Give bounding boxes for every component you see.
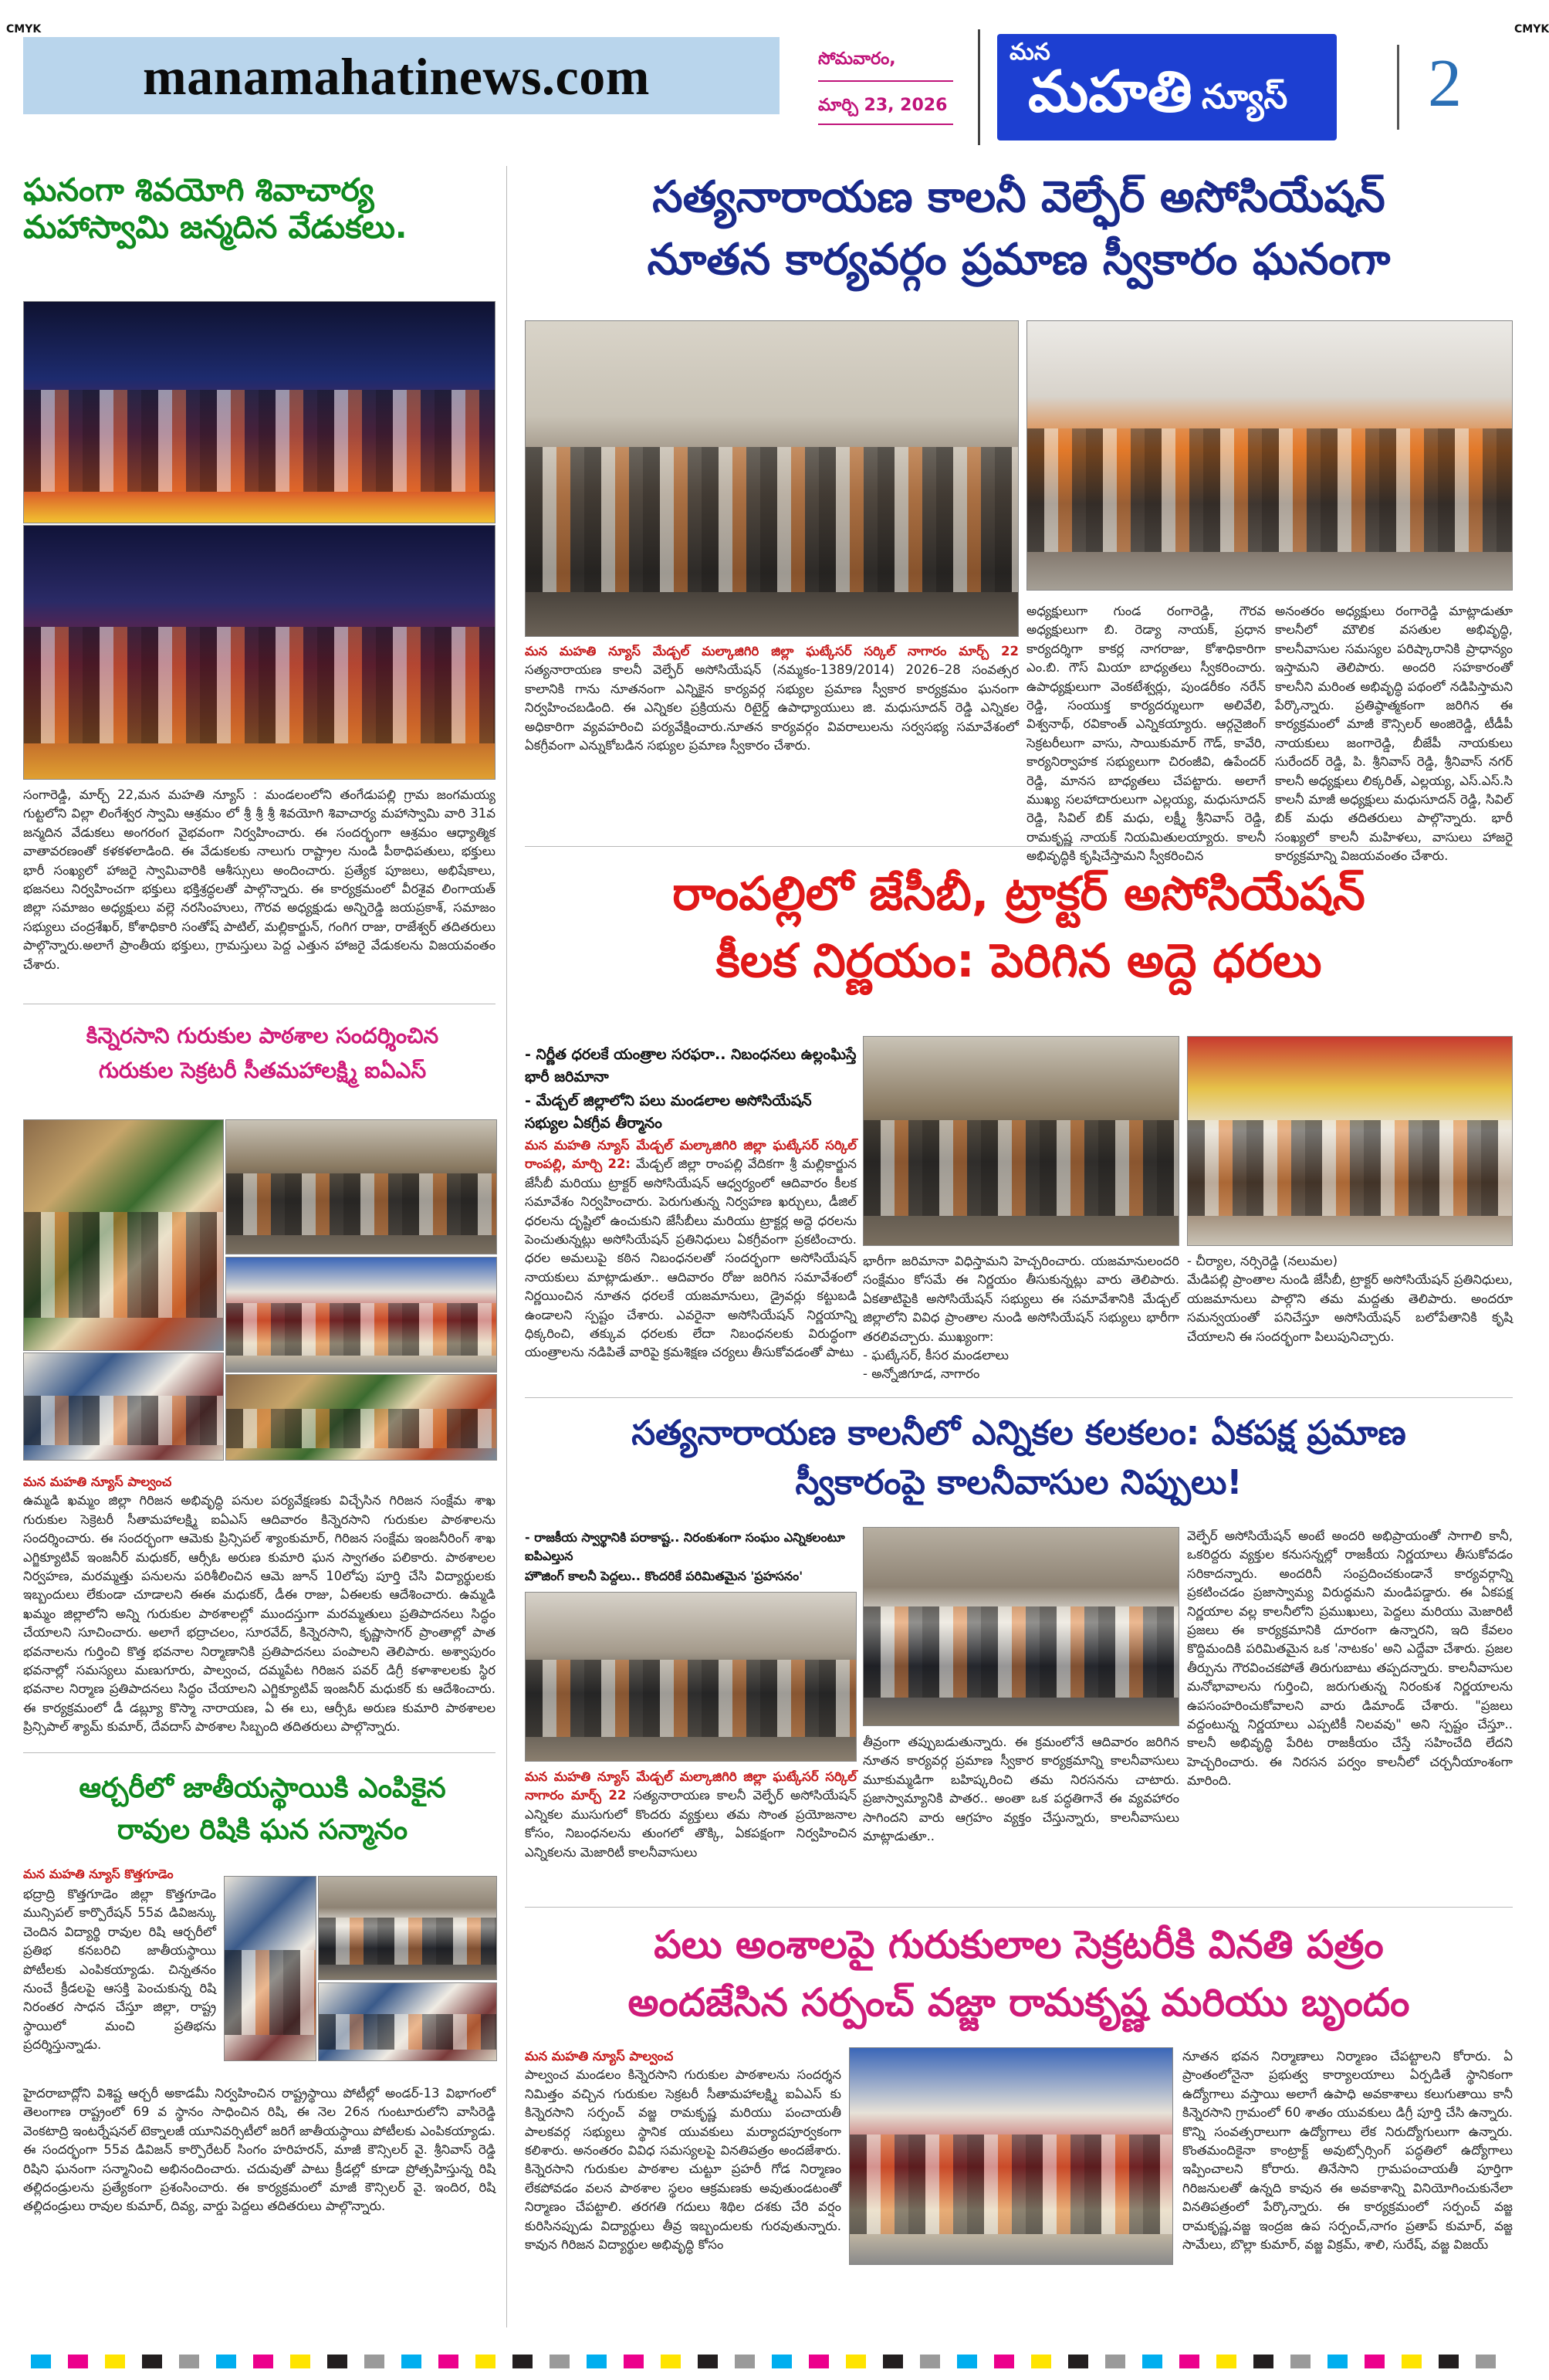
photo-crowd <box>24 627 495 743</box>
section-divider <box>23 1752 495 1753</box>
date-box <box>787 29 980 145</box>
welfare-headline <box>525 166 1513 291</box>
welfare-headline-line2: నూతన కార్యవర్గం ప్రమాణ స్వీకారం ఘనంగా <box>647 235 1391 286</box>
kinnerasani-photo-parade <box>225 1119 497 1254</box>
sarpanch-credit: మన మహతి న్యూస్ పాల్వంచ <box>525 2049 674 2063</box>
sarpanch-headline-line1: పలు అంశాలపై గురుకులాల సెక్రటరీకి వినతి పత్రం <box>654 1922 1384 1967</box>
kinnerasani-photo-inspection <box>23 1353 224 1461</box>
photo-crowd <box>526 447 1018 592</box>
page-number-divider <box>1397 45 1399 130</box>
elections-photo-group <box>863 1527 1179 1726</box>
cmyk-mark-left: CMYK <box>6 23 42 36</box>
photo-crowd <box>319 2014 496 2050</box>
photo-crowd <box>226 1409 496 1448</box>
welfare-credit: మన మహతి న్యూస్ మేడ్చల్ మల్కాజిగిరి జిల్లా ఘట్కేసర్ సర్కిల్ నాగారం మార్చ్ 22 <box>525 644 1019 658</box>
print-color-bar <box>31 2355 1505 2368</box>
sarpanch-col1 <box>525 2047 841 2254</box>
jcb-body2 <box>863 1252 1179 1384</box>
photo-crowd <box>526 1660 856 1737</box>
archery-headline: ఆర్చరీలో జాతీయస్థాయికి ఎంపికైన రావుల రిషికి ఘన సన్మానం <box>79 1772 446 1846</box>
jcb-body-text: మేడ్చల్ జిల్లా రాంపల్లి వేదికగా శ్రీ మల్లికార్జున జేసీబీ మరియు ట్రాక్టర్ అసోసియేషన్ ఆధ్వర్యంలో ఆదివారం కీలక సమావేశం నిర్వహించారు. పెరుగుతున్న నిర్వహణ ఖర్చులు, డీజిల్ ధరలను దృష్టిలో ఉంచుకుని జేసీబీలు మరియు ట్రాక్టర్ల అద్దె ధరలను పెంచుతున్నట్లు అసోసియేషన్ ప్రతినిధులు ఏకగ్రీవంగా ప్రకటించారు. ధరల అమలుపై కఠిన నిబంధనలతో సందర్భంగా అసోసియేషన్ నాయకులు మాట్లాడుతూ.. ఆదివారం రోజు జరిగిన సమావేశంలో నిర్ణయించిన నూతన ధరలకే యజమానులు, డ్రైవర్లు కట్టుబడి ఉండాలని స్పష్టం చేశారు. ఎవరైనా అసోసియేషన్ నిర్ణయాన్ని ధిక్కరించి, తక్కువ ధరలకు లేదా నిబంధనలకు విరుద్ధంగా యంత్రాలను నడిపితే వారిపై క్రమశిక్షణ చర్యలు తీసుకోవడంతో పాటు <box>525 1156 857 1360</box>
elections-headline <box>525 1409 1513 1508</box>
welfare-headline-line1: సత్యనారాయణ కాలనీ వెల్ఫేర్ అసోసియేషన్ <box>652 172 1385 222</box>
kinnerasani-body <box>23 1473 495 1737</box>
page-number: 2 <box>1428 46 1462 121</box>
kinnerasani-text: ఉమ్మడి ఖమ్మం జిల్లా గిరిజన అభివృద్ధి పనుల పర్యవేక్షణకు విచ్చేసిన గిరిజన సంక్షేమ శాఖ గురుకుల సెక్రెటరీ సీతామహాలక్ష్మి ఐఏఎస్ ఆదివారం కిన్నెరసాని గురుకుల పాఠశాలను సందర్శించారు. ఈ సందర్భంగా ఆమెకు ప్రిన్సిపల్ శ్యాంకుమార్, గిరిజన సంక్షేమ ఇంజనీరింగ్ శాఖ ఎగ్జిక్యూటివ్ ఇంజనీర్ మధుకర్, ఆర్సీఓ అరుణ కుమారి ఘన స్వాగతం పలికారు. పాఠశాలల నిర్వహణ, మరమ్మత్తు పనులను పరిశీలించిన ఆమె జూన్ 10లోపు పూర్తి చేసి విద్యార్థులకు ఇబ్బందులు లేకుండా చూడాలని ఈఈ మధుకర్, డీఈ రాజు, ఏఈలకు ఆదేశించారు. ఉమ్మడి ఖమ్మం జిల్లాలోని అన్ని గురుకుల పాఠశాలల్లో ముందస్తుగా మరమ్మతులు ప్రతిపాదనలు సిద్ధం చేయాలని సూచించారు. అలాగే భద్రాచలం, సూరవేద్, కిన్నెరసాని, కృష్ణాసాగర్ ప్రాంతాల్లో పాత భవనాలను గుర్తించి కొత్త భవనాల నిర్మాణానికి ప్రతిపాదనలు పంపాలని తెలిపారు. అశ్వాపురం భవనాల్లో సమస్యలు మణుగూరు, పాల్వంచ, దమ్మపేట గిరిజన పవర్ డిగ్రీ కళాశాలలకు స్థిర భవనాల నిర్మాణ ప్రతిపాదనలు సిద్ధం చేయాలని ఎగ్జిక్యూటివ్ ఇంజనీర్ మధుకర్ కు ఆదేశించారు. ఈ కార్యక్రమంలో డీ డబ్ల్యూ కొస్మా నారాయణ, ఏ ఈ లు, ఆర్సీఓ అరుణ కుమారి పాఠశాలల ప్రిన్సిపాల్ శ్యామ్ కుమార్, దేవదాస్ పాఠశాల సిబ్బంది తదితరులు పాల్గొన్నారు. <box>23 1493 495 1735</box>
photo-crowd <box>226 1303 496 1356</box>
sarpanch-col2: నూతన భవన నిర్మాణాలు నిర్మాణం చేపట్టాలని కోరారు. ఏ ప్రాంతంలోనైనా ప్రభుత్వ కార్యాలయాలు ఏర్పడితే స్థానికంగా ఉద్యోగాలు వస్తాయి అలాగే ఉపాధి అవకాశాలు కలుగుతాయి కానీ కిన్నెరసాని గ్రామంలో 60 శాతం యువకులు డిగ్రీ పూర్తి చేసి ఉన్నారు. కొన్ని సంవత్సరాలుగా ఉద్యోగాలు లేక నిరుద్యోగులుగా ఉన్నారు. కొంతమందికైనా కాంట్రాక్ట్ అవుట్సోర్సింగ్ పద్ధతిలో ఉద్యోగాలు ఇప్పించాలని కోరారు. తినేసాని గ్రామపంచాయతీ పూర్తిగా గిరిజనులతో ఉన్నది కావున ఈ అవకాశాన్ని వినియోగించుకునేలా వినతిపత్రంలో పేర్కొన్నారు. ఈ కార్యక్రమంలో సర్పంచ్ వజ్జ రామకృష్ణ,వజ్జ ఇంద్రజ ఉప సర్పంచ్,నాగం ప్రతాప్ కుమార్, వజ్జ సామేలు, బొల్లా కుమార్, వజ్జ విక్రమ్, శాలి, సురేష్, వజ్జ విజయ్ <box>1182 2049 1513 2253</box>
kinnerasani-photo-students <box>23 1119 224 1351</box>
welfare-col1 <box>525 642 1019 755</box>
jcb-bullet2: - మేడ్చల్ జిల్లాలోని పలు మండలాల అసోసియేషన్ సభ్యుల ఏకగ్రీవ తీర్మానం <box>525 1092 812 1132</box>
elections-photo-handover <box>525 1592 857 1762</box>
masthead <box>23 29 1513 145</box>
welfare-col2: అధ్యక్షులుగా గుండ రంగారెడ్డి, గౌరవ అధ్యక్షులుగా బి. రెడ్యా నాయక్, ప్రధాన కార్యదర్శిగా కాకర్ల నాగరాజు, కోశాధికారిగా ఎం.బి. గౌస్ మియా బాధ్యతలు స్వీకరించారు. ఉపాధ్యక్షులుగా వెంకటేశ్వర్లు, పుండరీకం నరేన్ రెడ్డి, సంయుక్త కార్యదర్శులుగా అలివేలి, విశ్వనాథ్, రవికాంత్ ఎన్నికయ్యారు. ఆర్గనైజింగ్ సెక్రటరీలుగా వాసు, సాయికుమార్ గౌడ్, కావేరి, కార్యనిర్వాహక సభ్యులుగా చిరంజీవి, ఉపేందర్ రెడ్డి, మానస బాధ్యతలు చేపట్టారు. అలాగే ముఖ్య సలహాదారులుగా ఎల్లయ్య, మధుసూదన్ రెడ్డి, సివిల్ బిక్ మధు, లక్ష్మీ శ్రీనివాస్ రెడ్డి, రామకృష్ణ నాయక్ నియమితులయ్యారు. కాలనీ అభివృద్ధికి కృషిచేస్తామని స్వీకరించిన <box>1026 604 1266 864</box>
welfare-col3: అనంతరం అధ్యక్షులు రంగారెడ్డి మాట్లాడుతూ కాలనీలో మౌలిక వసతుల అభివృద్ధి, కాలనీవాసుల సమస్యల పరిష్కారానికి ప్రాధాన్యం ఇస్తామని తెలిపారు. అందరి సహకారంతో కాలనీని మరింత అభివృద్ధి పథంలో నడిపిస్తామని పేర్కొన్నారు. ప్రతిష్ఠాత్మకంగా జరిగిన ఈ కార్యక్రమంలో మాజీ కౌన్సిలర్ అంజిరెడ్డి, టీడీపీ నాయకులు జంగారెడ్డి, బీజేపీ నాయకులు సురేందర్ రెడ్డి, పి. శ్రీనివాస్ రెడ్డి, శ్రీనివాస్ నగర్ కాలనీ అధ్యక్షులు లిక్కరిత్, ఎల్లయ్య, ఎస్.ఎస్.సి కాలనీ మాజీ అధ్యక్షులు మధుసూదన్ రెడ్డి, సివిల్ బిక్ మధు తదితరులు పాల్గొన్నారు. భారీ సంఖ్యలో కాలనీ మహిళలు, వాసులు హాజరై కార్యక్రమాన్ని విజయవంతం చేశారు. <box>1275 604 1513 864</box>
section-divider <box>525 1397 1513 1398</box>
jcb-photo-banner <box>1187 1036 1513 1246</box>
elections-headline-line2: స్వీకారంపై కాలనీవాసుల నిప్పులు! <box>795 1462 1243 1502</box>
elections-body <box>525 1768 857 1862</box>
shivayogi-photo-stage <box>23 301 495 523</box>
archery-photo-family <box>318 1982 497 2061</box>
photo-crowd <box>850 2135 1172 2234</box>
photo-crowd <box>1027 428 1512 552</box>
photo-crowd <box>24 390 495 492</box>
jcb-photo-meeting <box>863 1036 1179 1246</box>
jcb-body3-text: మేడిపల్లి ప్రాంతాల నుండి జేసీబీ, ట్రాక్టర్ అసోసియేషన్ ప్రతినిధులు, యజమానులు పాల్గొని తమ మద్దతు తెలిపారు. అందరూ సమన్వయంతో పనిచేస్తూ అసోసియేషన్ బలోపేతానికి కృషి చేయాలని ఈ సందర్భంగా పిలుపునిచ్చారు. <box>1187 1272 1513 1344</box>
archery-credit: మన మహతి న్యూస్ కొత్తగూడెం <box>23 1867 174 1881</box>
site-url[interactable]: manamahatinews.com <box>143 47 650 106</box>
column-divider <box>506 166 507 2328</box>
section-divider <box>525 846 1513 847</box>
jcb-bullet1: - నిర్ణీత ధరలకే యంత్రాల సరఫరా.. నిబంధనలు ఉల్లంఘిస్తే భారీ జరిమానా <box>525 1046 857 1085</box>
elections-headline-line1: సత్యనారాయణ కాలనీలో ఎన్నికల కలకలం: ఏకపక్ష ప్రమాణ <box>631 1413 1406 1453</box>
date-rule <box>818 80 953 82</box>
section-divider <box>525 1907 1513 1908</box>
logo-news: న్యూస్ <box>1202 77 1288 117</box>
photo-crowd <box>225 1950 316 2034</box>
elections-col3: వెల్ఫేర్ అసోసియేషన్ అంటే అందరి అభిప్రాయంతో సాగాలి కానీ, ఒకరిద్దరు వ్యక్తుల కనుసన్నల్లో రాజకీయ నిర్ణయాలు తీసుకోవడం సరికాదన్నారు. అందరినీ సంప్రదించకుండానే కార్యవర్గాన్ని ప్రకటించడం ప్రజాస్వామ్య విరుద్ధమని మండిపడ్డారు. ఈ ఏకపక్ష నిర్ణయాల వల్ల కాలనీలోని ప్రముఖులు, పెద్దలు మరియు మెజారిటీ ప్రజలు ఈ కార్యక్రమానికి దూరంగా ఉన్నారని, ఇది కేవలం కొద్దిమందికి పరిమితమైన ఒక 'నాటకం' అని ఎద్దేవా చేశారు. ప్రజల తీర్పును గౌరవించకపోతే తిరుగుబాటు తప్పదన్నారు. కాలనీవాసుల మనోభావాలను గుర్తించి, జరుగుతున్న నిరంకుశ నిర్ణయాలను ఉపసంహరించుకోవాలని వారు డిమాండ్ చేశారు. "ప్రజలు వద్దంటున్న నిర్ణయాలు ఎప్పటికీ నిలవవు" అని స్పష్టం చేస్తూ.. కాలనీ అభివృద్ధి పేరిట రాజకీయం చేస్తే సహించేది లేదని హెచ్చరించారు. ఈ నిరసన పర్వం కాలనీలో చర్చనీయాంశంగా మారింది. <box>1187 1529 1513 1789</box>
jcb-headline <box>525 861 1513 995</box>
photo-crowd <box>24 1212 223 1318</box>
sarpanch-headline <box>525 1916 1513 2032</box>
sarpanch-headline-line2: అందజేసిన సర్పంచ్ వజ్జా రామకృష్ణ మరియు బృందం <box>627 1980 1410 2025</box>
welfare-col1-text: సత్యనారాయణ కాలనీ వెల్ఫేర్ అసోసియేషన్ (నమ్మకం-1389/2014) 2026–28 సంవత్సర కాలానికి గాను నూతనంగా ఎన్నికైన కార్యవర్గ సభ్యుల ప్రమాణ స్వీకార కార్యక్రమం ఘనంగా నిర్వహించబడింది. ఈ ఎన్నికల ప్రక్రియను రిటైర్డ్ ఉపాధ్యాయులు జి. మధుసూదన్ రెడ్డి ఎన్నికల అధికారిగా వ్యవహరించి పర్యవేక్షించారు.నూతన కార్యవర్గం వివరాలులను సర్వసభ్య సమావేశంలో ఏకగ్రీవంగా ఎన్నుకోబడిన సభ్యుల ప్రమాణ స్వీకారం చేశారు. <box>525 662 1019 753</box>
date-rule <box>818 124 953 125</box>
archery-photo-rishi <box>224 1876 316 2061</box>
kinnerasani-photo-classroom <box>225 1257 497 1373</box>
elections-bullet1: - రాజకీయ స్వార్థానికి పరాకాష్ట.. నిరంకుశంగా సంఘం ఎన్నికలంటూ ఐపిఎల్తున <box>525 1530 845 1563</box>
jcb-place: - అన్నోజిగూడ, నాగారం <box>863 1366 980 1382</box>
photo-crowd <box>1188 1120 1512 1216</box>
jcb-headline-line1: రాంపల్లిలో జేసీబీ, ట్రాక్టర్ అసోసియేషన్ <box>672 867 1365 921</box>
archery-body-narrow: భద్రాద్రి కొత్తగూడెం జిల్లా కొత్తగూడెం మున్సిపల్ కార్పొరేషన్ 55వ డివిజన్కు చెందిన విద్యార్థి రావుల రిషి ఆర్చరీలో ప్రతిభ కనబరిచి జాతీయస్థాయి పోటీలకు ఎంపికయ్యాడు. చిన్నతనం నుంచే క్రీడలపై ఆసక్తి పెంచుకున్న రిషి నిరంతర సాధన చేస్తూ జిల్లా, రాష్ట్ర స్థాయిలో మంచి ప్రతిభను ప్రదర్శిస్తున్నాడు. <box>23 1887 216 2053</box>
kinnerasani-headline: కిన్నెరసాని గురుకుల పాఠశాల సందర్శించిన గురుకుల సెక్రటరీ సీతమహాలక్ష్మి ఐఏఎస్ <box>86 1023 439 1083</box>
jcb-body2-text: భారీగా జరిమానా విధిస్తామని హెచ్చరించారు. యజమానులందరి సంక్షేమం కోసమే ఈ నిర్ణయం తీసుకున్నట్లు వారు తెలిపారు. ఏకతాటిపైకి అసోసియేషన్ సభ్యులు ఈ సమావేశానికి మేడ్చల్ జిల్లాలోని వివిధ ప్రాంతాల నుండి అసోసియేషన్ సభ్యులు భారీగా తరలివచ్చారు. ముఖ్యంగా: <box>863 1254 1179 1344</box>
jcb-body <box>525 1136 857 1363</box>
jcb-body3 <box>1187 1252 1513 1346</box>
welfare-photo-oath <box>525 320 1019 637</box>
elections-body-text: సత్యనారాయణ కాలనీ వెల్ఫేర్ అసోసియేషన్ ఎన్నికల ముసుగులో కొందరు వ్యక్తులు తమ సొంత ప్రయోజనాల కోసం, నిబంధనలను తుంగలో తొక్కి, ఏకపక్షంగా నిర్వహించిన ఎన్నికలను మెజారిటీ కాలనీవాసులు <box>525 1788 857 1860</box>
shivayogi-photo-felicitation <box>23 525 495 780</box>
jcb-place: - ఘట్కేసర్, కీసర మండలాలు <box>863 1348 1009 1363</box>
newspaper-logo <box>997 34 1337 140</box>
sarpanch-photo-petition <box>849 2047 1173 2265</box>
elections-credit: మన మహతి న్యూస్ మేడ్చల్ మల్కాజిగిరి జిల్లా ఘట్కేసర్ సర్కిల్ నాగారం మార్చ్ 22 <box>525 1769 857 1803</box>
shivayogi-body: సంగారెడ్డి, మార్చ్ 22,మన మహతి న్యూస్ : మండలంలోని తంగేడుపల్లి గ్రామ జంగమయ్య గుట్టలోని విల్లా లింగేశ్వర స్వామి ఆశ్రమం లో శ్రీ శ్రీ శ్రీ శివయోగి శివాచార్య మహాస్వామి వారి 31వ జన్మదిన వేడుకలు అంగరంగ వైభవంగా నిర్వహించారు. ఈ సందర్భంగా ఆశ్రమం ఆధ్యాత్మిక వాతావరణంతో కళకళలాడింది. ఈ వేడుకలకు నాలుగు రాష్ట్రాల నుండి పీఠాధిపతులు, భక్తులు భారీ సంఖ్యలో హాజరై స్వామివారికి ఆశీస్సులు అందించారు. ప్రత్యేక పూజలు, అభిషేకాలు, భజనలు నిర్వహించగా భక్తులు భక్తిశ్రద్ధలతో పాల్గొన్నారు. ఈ కార్యక్రమంలో వీరశైవ లింగాయత్ జిల్లా సమాజం అధ్యక్షులు వల్లె నరసింహులు, గౌరవ అధ్యక్షుడు అన్నిరెడ్డి జయప్రకాశ్, సమాజం సభ్యులు చంద్రశేఖర్, కోశాధికారి సంతోష్ పాటిల్, మల్లికార్జున్, గంగిగ రాజు, రాజేశ్వర్ తదితరులు పాల్గొన్నారు.అలాగే ప్రాంతీయ భక్తులు, గ్రామస్తులు పెద్ద ఎత్తున హాజరై వేడుకలను విజయవంతం చేశారు. <box>23 787 495 972</box>
photo-crowd <box>864 1120 1179 1216</box>
date-value: మార్చి 23, 2026 <box>818 96 948 115</box>
photo-crowd <box>226 1173 496 1235</box>
sarpanch-col1-text: పాల్వంచ మండలం కిన్నెరసాని గురుకుల పాఠశాలను సందర్శన నిమిత్తం వచ్చిన గురుకుల సెక్రటరీ సీతామహాలక్ష్మి ఐఏఎస్ కు కిన్నెరసాని సర్పంచ్ వజ్జ రామకృష్ణ మరియు పంచాయతీ పాలకవర్గ సభ్యులు స్థానిక యువకులు మర్యాదపూర్వకంగా కలిశారు. అనంతరం వివిధ సమస్యలపై వినతిపత్రం అందజేశారు. కిన్నెరసాని గురుకుల పాఠశాల చుట్టూ ప్రహరీ గోడ నిర్మాణం లేకపోవడం వలన పాఠశాల స్థలం ఆక్రమణకు అవుతుండటంతో నిర్మాణం చేపట్టాలి. తరగతి గదులు శిథిల దశకు చేరి వర్షం కురిసినప్పుడు విద్యార్థులు తీవ్ర ఇబ్బందులకు గురవుతున్నారు. కావున గిరిజన విద్యార్థుల అభివృద్ధి కోసం <box>525 2067 841 2253</box>
cmyk-mark-right: CMYK <box>1514 23 1549 36</box>
photo-crowd <box>319 1918 496 1965</box>
kinnerasani-credit: మన మహతి న్యూస్ పాల్వంచ <box>23 1474 172 1489</box>
date-day: సోమవారం, <box>818 49 896 69</box>
shivayogi-headline: ఘనంగా శివయోగి శివాచార్య మహాస్వామి జన్మదిన వేడుకలు. <box>23 171 408 246</box>
logo-mana: మన <box>1010 39 1050 66</box>
elections-col2: తీవ్రంగా తప్పుబడుతున్నారు. ఈ క్రమంలోనే ఆదివారం జరిగిన నూతన కార్యవర్గ ప్రమాణ స్వీకార కార్యక్రమాన్ని కాలనీవాసులు మూకుమ్మడిగా బహిష్కరించి తమ నిరసనను చాటారు. ప్రజాస్వామ్యానికి పాతర.. అంతా ఒక పద్ధతిగానే ఈ వ్యవహారం సాగిందని వారు ఆగ్రహం వ్యక్తం చేస్తున్నారు, కాలనీవాసులు మాట్లాడుతూ.. <box>863 1735 1179 1844</box>
elections-bullet2: హౌజింగ్ కాలనీ పెద్దలు.. కొందరికే పరిమితమైన 'ప్రహసనం' <box>525 1569 803 1583</box>
photo-crowd <box>864 1606 1179 1698</box>
jcb-credit: మన మహతి న్యూస్ మేడ్చల్ మల్కాజిగిరి జిల్లా ఘట్కేసర్ సర్కిల్ రాంపల్లి, మార్చి 22: <box>525 1138 857 1172</box>
archery-photo-felicitation <box>318 1876 497 1980</box>
logo-mahati: మహతి <box>1028 59 1192 125</box>
photo-crowd <box>24 1396 223 1444</box>
kinnerasani-photo-greeting <box>225 1374 497 1461</box>
jcb-place: - చీర్యాల, నర్సిరెడ్డి (నలుమల) <box>1187 1254 1338 1268</box>
welfare-photo-committee <box>1026 320 1513 591</box>
jcb-headline-line2: కీలక నిర్ణయం: పెరిగిన అద్దె ధరలు <box>715 934 1322 988</box>
archery-body-wide: హైదరాబాద్లోని విశిష్ట ఆర్చరీ అకాడమీ నిర్వహించిన రాష్ట్రస్థాయి పోటీల్లో అండర్-13 విభాగంలో తెలంగాణ రాష్ట్రంలో 69 వ స్థానం సాధించిన రిషి, ఈ నెల 26న గుంటూరులోని వాసిరెడ్డి వెంకటాద్రి ఇంటర్నేషనల్ టెక్నాలజీ యూనివర్సిటీలో జరిగే జాతీయస్థాయి పోటీలకు ఎంపికయ్యాడు. ఈ సందర్భంగా 55వ డివిజన్ కార్పొరేటర్ సింగం హరిహరన్, మాజీ కౌన్సిలర్ వై. శ్రీనివాస్ రెడ్డి రిషిని ఘనంగా సన్మానించి అభినందించారు. చదువుతో పాటు క్రీడల్లో కూడా ప్రోత్సహిస్తున్న రిషి తల్లిదండ్రులను ప్రత్యేకంగా ప్రశంసించారు. ఈ కార్యక్రమంలో మాజీ కౌన్సిలర్ వై. ఇందిర, రిషి తల్లిదండ్రులు రావుల కుమార్, దివ్య, వార్డు పెద్దలు తదితరులు పాల్గొన్నారు. <box>23 2086 495 2214</box>
